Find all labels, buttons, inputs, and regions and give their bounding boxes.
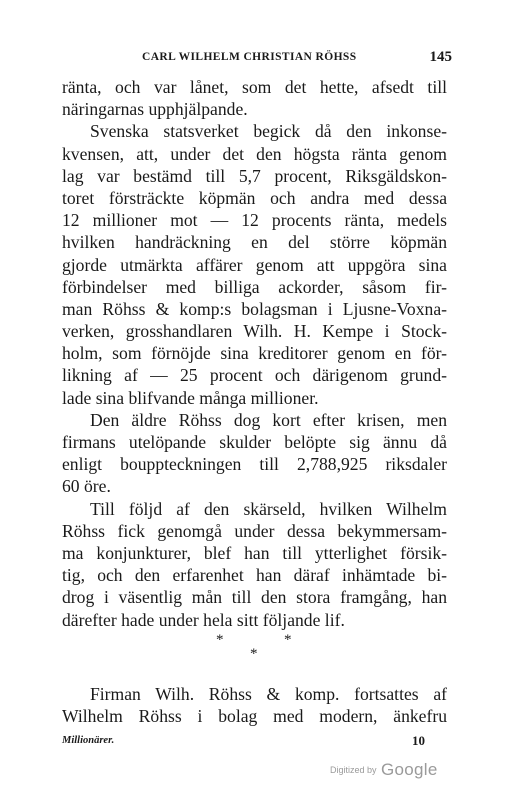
asterism-star: * xyxy=(250,646,258,662)
text-line: drog i väsentlig mån till den stora framgång, han xyxy=(62,587,447,608)
text-line: Den äldre Röhss dog kort efter krisen, men xyxy=(90,409,447,430)
sheet-number: 10 xyxy=(412,733,425,748)
running-head xyxy=(62,49,452,69)
digitizer-logo: Google xyxy=(380,760,438,779)
text-line: ma konjunkturer, blef han till ytterlighet försik- xyxy=(62,542,447,563)
text-line: toret försträckte köpmän och andra med dessa xyxy=(62,187,447,208)
text-line: 12 millioner mot — 12 procents ränta, medels xyxy=(62,210,447,231)
text-line: förbindelser med billiga ackorder, såsom fir- xyxy=(62,276,447,297)
text-line: lade sina blifvande många millioner. xyxy=(62,387,319,408)
body-text xyxy=(62,76,447,631)
digitized-by-watermark xyxy=(330,760,438,780)
text-line: enligt bouppteckningen till 2,788,925 riksdaler xyxy=(62,454,447,475)
text-line: man Röhss & komp:s bolagsman i Ljusne-Voxna- xyxy=(62,298,447,319)
text-line: Wilhelm Röhss i bolag med modern, änkefru xyxy=(62,706,447,727)
text-line: Svenska statsverket begick då den inkonse- xyxy=(90,121,447,142)
text-line: holm, som förnöjde sina kreditorer genom en för- xyxy=(62,343,447,364)
asterism-star: * xyxy=(284,632,292,648)
text-line: ränta, och var lånet, som det hette, afsedt till xyxy=(62,77,447,97)
text-line: Firman Wilh. Röhss & komp. fortsattes af xyxy=(90,684,447,704)
signature-mark: Millionärer. xyxy=(62,735,115,746)
text-line: tig, och den erfarenhet han däraf inhämtade bi- xyxy=(62,565,447,586)
text-line: Röhss fick genomgå under dessa bekymmersam- xyxy=(62,520,447,541)
text-line: Till följd af den skärseld, hvilken Wilhelm xyxy=(90,498,447,519)
text-line: gjorde utmärkta affärer genom att uppgöra sina xyxy=(62,254,447,275)
running-title: CARL WILHELM CHRISTIAN RÖHSS xyxy=(142,51,357,63)
text-line: firmans utelöpande skulder belöpte sig ännu då xyxy=(62,432,447,452)
text-line: därefter hade under hela sitt följande lif. xyxy=(62,609,345,630)
closing-paragraph xyxy=(62,683,447,727)
text-line: lag var bestämd till 5,7 procent, Riksgäldskon- xyxy=(62,165,447,186)
text-line: hvilken handräckning en del större köpmän xyxy=(62,232,447,253)
section-break-asterism xyxy=(200,632,310,662)
text-line: kvensen, att, under det den högsta ränta genom xyxy=(62,143,447,164)
page-number: 145 xyxy=(429,49,452,65)
text-line: verken, grosshandlaren Wilh. H. Kempe i Stock- xyxy=(62,321,447,342)
text-line: likning af — 25 procent och därigenom grund- xyxy=(62,365,447,386)
digitized-by-label: Digitized by xyxy=(330,765,377,775)
asterism-star: * xyxy=(216,632,224,648)
text-line: 60 öre. xyxy=(62,476,111,497)
text-line: näringarnas upphjälpande. xyxy=(62,99,248,120)
